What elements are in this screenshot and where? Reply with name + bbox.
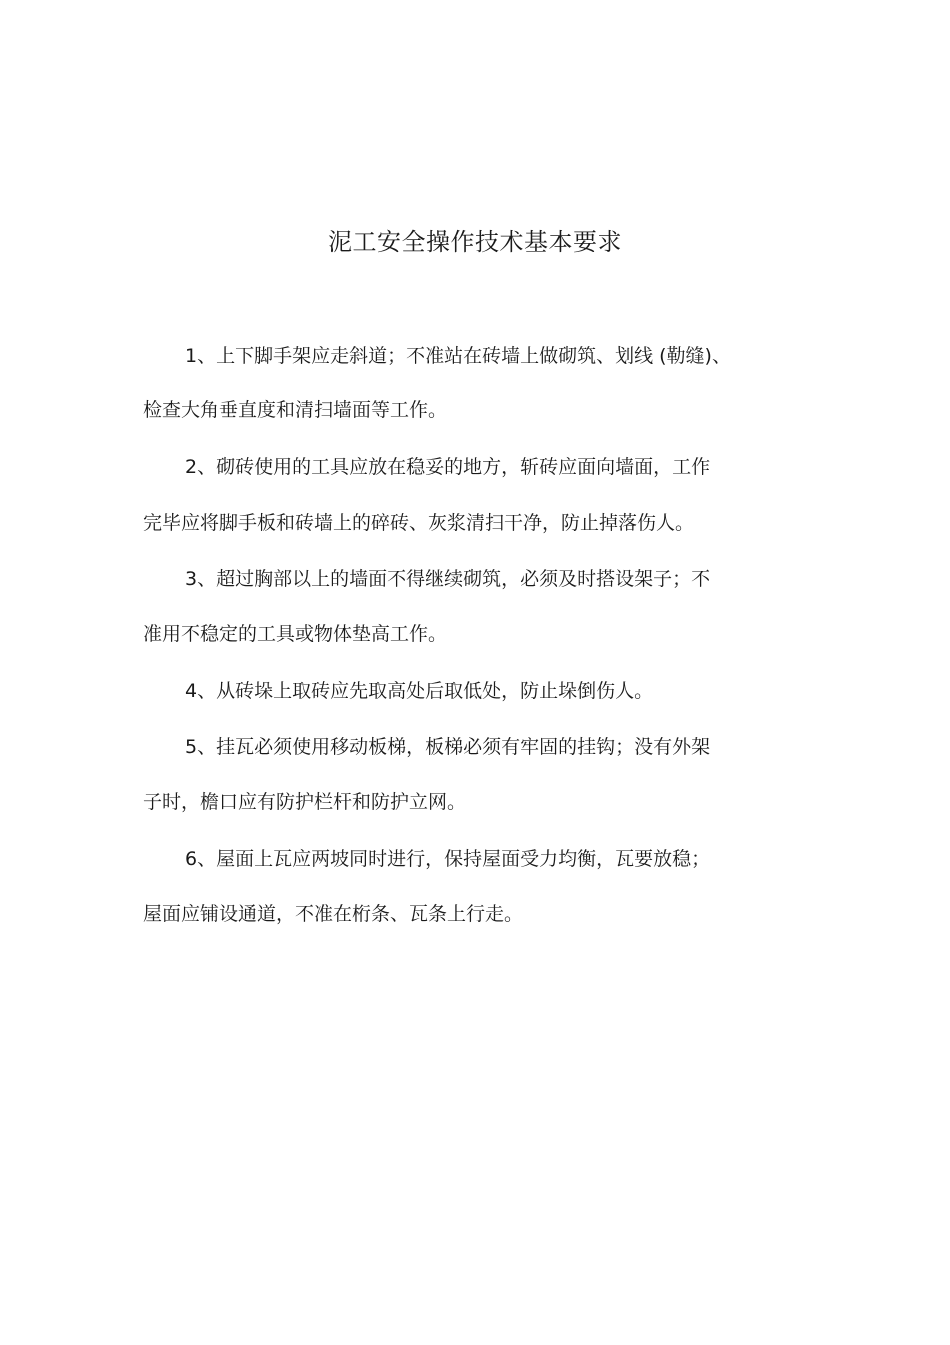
- paragraph-1-line-1: 1、上下脚手架应走斜道；不准站在砖墙上做砌筑、划线 (勒缝)、: [185, 345, 731, 367]
- paragraph-2-line-2: 完毕应将脚手板和砖墙上的碎砖、灰浆清扫干净，防止掉落伤人。: [143, 512, 695, 534]
- paragraph-6-line-1: 6、屋面上瓦应两坡同时进行，保持屋面受力均衡，瓦要放稳；: [185, 848, 711, 870]
- page-title: 泥工安全操作技术基本要求: [328, 228, 622, 256]
- paragraph-6-line-2: 屋面应铺设通道，不准在桁条、瓦条上行走。: [143, 903, 524, 925]
- paragraph-5-line-1: 5、挂瓦必须使用移动板梯，板梯必须有牢固的挂钩；没有外架: [185, 736, 711, 758]
- paragraph-3-line-2: 准用不稳定的工具或物体垫高工作。: [143, 623, 448, 645]
- paragraph-5-line-2: 子时，檐口应有防护栏杆和防护立网。: [143, 791, 467, 813]
- paragraph-2-line-1: 2、砌砖使用的工具应放在稳妥的地方，斩砖应面向墙面，工作: [185, 456, 711, 478]
- paragraph-1-line-2: 检查大角垂直度和清扫墙面等工作。: [143, 399, 448, 421]
- paragraph-3-line-1: 3、超过胸部以上的墙面不得继续砌筑，必须及时搭设架子；不: [185, 568, 711, 590]
- paragraph-4-line-1: 4、从砖垛上取砖应先取高处后取低处，防止垛倒伤人。: [185, 680, 654, 702]
